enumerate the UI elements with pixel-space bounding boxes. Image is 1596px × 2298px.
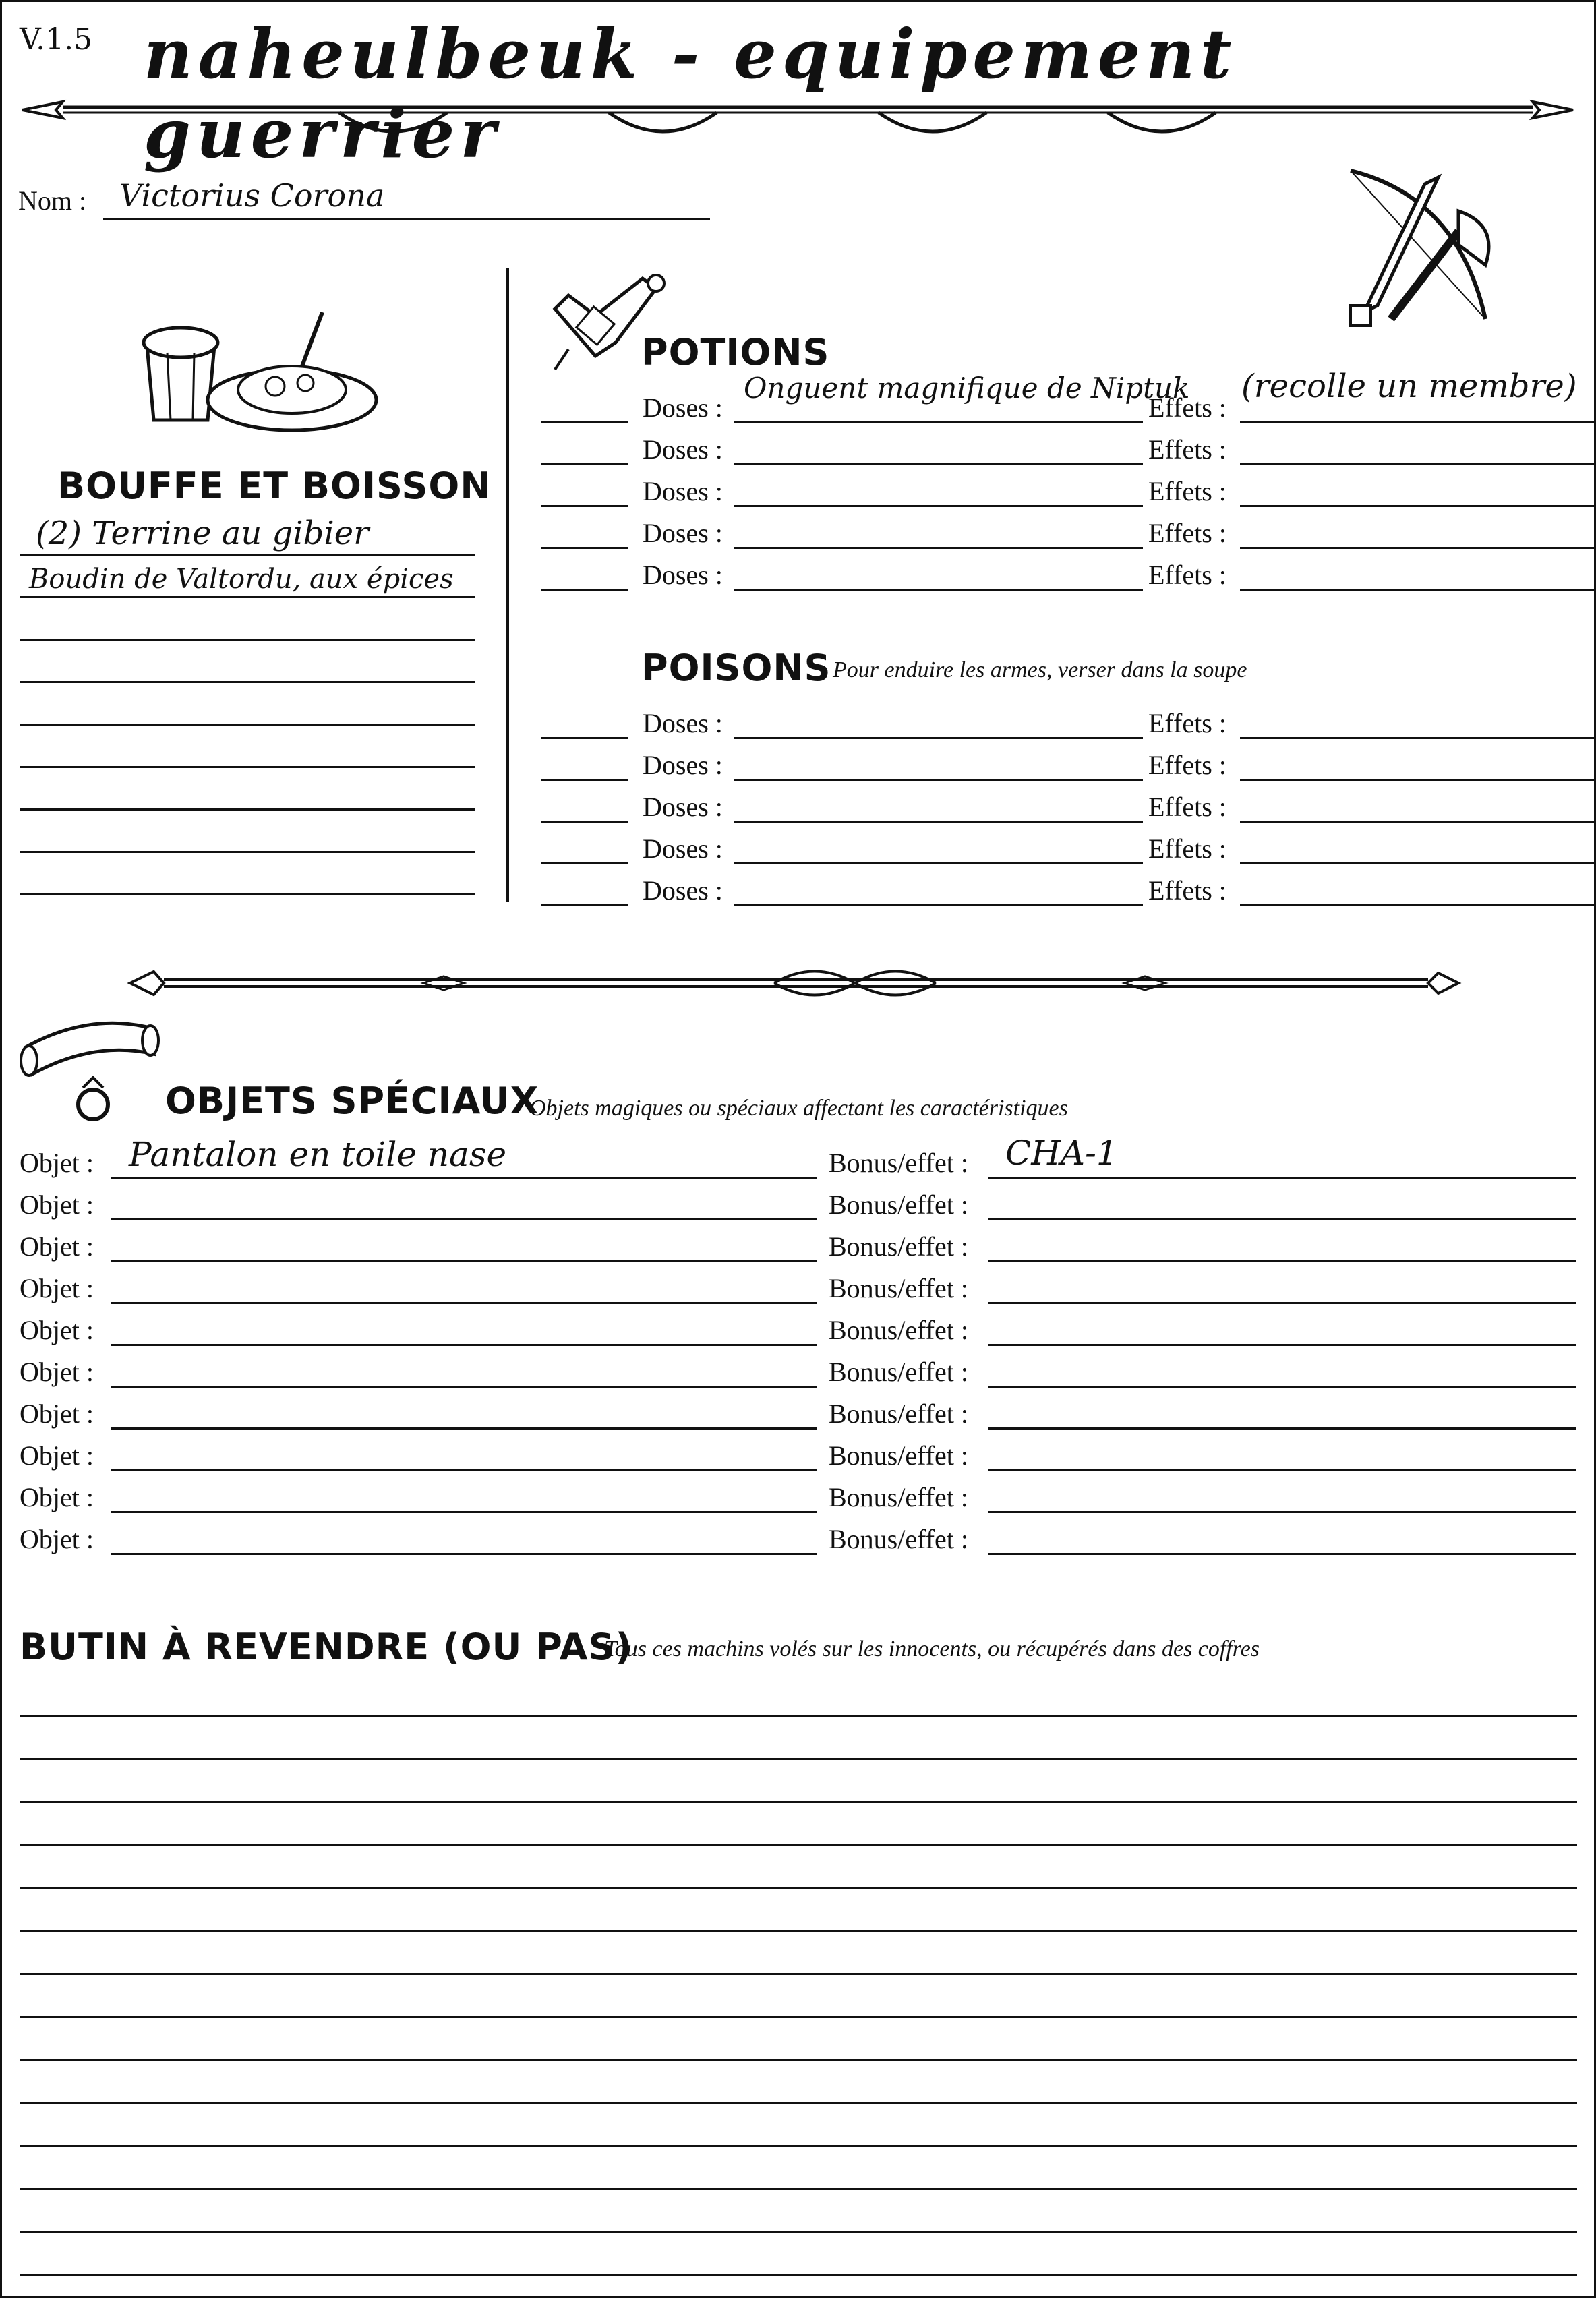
doses-underline bbox=[734, 779, 1143, 781]
loot-underline bbox=[20, 1801, 1577, 1803]
bonus-underline bbox=[988, 1218, 1576, 1220]
bonus-underline bbox=[988, 1344, 1576, 1346]
bonus-underline bbox=[988, 1469, 1576, 1471]
food-item-underline bbox=[20, 893, 475, 895]
doses-underline bbox=[734, 862, 1143, 864]
loot-line[interactable] bbox=[20, 1939, 1577, 1973]
loot-underline bbox=[20, 1887, 1577, 1889]
objet-label: Objet : bbox=[20, 1148, 94, 1178]
special-subtitle: Objets magiques ou spéciaux affectant les caractéristiques bbox=[529, 1096, 1068, 1121]
food-item-underline bbox=[20, 766, 475, 768]
doses-underline bbox=[734, 421, 1143, 423]
doses-value: Onguent magnifique de Niptuk bbox=[744, 372, 1190, 405]
bonus-label: Bonus/effet : bbox=[829, 1482, 969, 1512]
quantity-blank bbox=[541, 737, 628, 739]
effets-label: Effets : bbox=[1148, 476, 1226, 506]
poisons-subtitle: Pour enduire les armes, verser dans la soupe bbox=[833, 657, 1247, 682]
loot-underline bbox=[20, 2059, 1577, 2061]
objet-label: Objet : bbox=[20, 1398, 94, 1429]
loot-underline bbox=[20, 2145, 1577, 2147]
objet-label: Objet : bbox=[20, 1440, 94, 1471]
doses-label: Doses : bbox=[643, 875, 723, 906]
doses-underline bbox=[734, 589, 1143, 591]
doses-label: Doses : bbox=[643, 518, 723, 548]
doses-label: Doses : bbox=[643, 560, 723, 590]
bonus-underline bbox=[988, 1177, 1576, 1179]
doses-label: Doses : bbox=[643, 392, 723, 423]
loot-underline bbox=[20, 2102, 1577, 2104]
effets-label: Effets : bbox=[1148, 792, 1226, 822]
food-item[interactable] bbox=[20, 820, 478, 854]
food-item[interactable] bbox=[20, 735, 478, 769]
objet-underline bbox=[111, 1553, 817, 1555]
bonus-underline bbox=[988, 1260, 1576, 1262]
potions-heading: POTIONS bbox=[641, 331, 830, 374]
effets-value: (recolle un membre) bbox=[1241, 367, 1577, 405]
food-item-underline bbox=[20, 681, 475, 683]
effets-underline bbox=[1240, 821, 1596, 823]
loot-underline bbox=[20, 1973, 1577, 1975]
objet-underline bbox=[111, 1386, 817, 1388]
quantity-blank bbox=[541, 505, 628, 507]
effets-label: Effets : bbox=[1148, 833, 1226, 864]
loot-line[interactable] bbox=[20, 1724, 1577, 1758]
name-field[interactable] bbox=[18, 177, 713, 218]
doses-underline bbox=[734, 547, 1143, 549]
bonus-label: Bonus/effet : bbox=[829, 1440, 969, 1471]
spear-icon bbox=[16, 83, 1580, 150]
loot-underline bbox=[20, 2231, 1577, 2233]
loot-line[interactable] bbox=[20, 2240, 1577, 2274]
food-item-underline bbox=[20, 808, 475, 811]
objet-underline bbox=[111, 1344, 817, 1346]
effets-underline bbox=[1240, 547, 1596, 549]
name-underline bbox=[103, 218, 710, 220]
loot-line[interactable] bbox=[20, 2025, 1577, 2059]
loot-line[interactable] bbox=[20, 1896, 1577, 1930]
objet-underline bbox=[111, 1218, 817, 1220]
name-label: Nom : bbox=[18, 185, 87, 216]
effets-label: Effets : bbox=[1148, 750, 1226, 780]
doses-underline bbox=[734, 463, 1143, 465]
crossed-weapons-icon bbox=[1324, 157, 1526, 346]
objet-label: Objet : bbox=[20, 1273, 94, 1303]
food-heading: BOUFFE ET BOISSON bbox=[57, 465, 492, 507]
food-item[interactable] bbox=[20, 777, 478, 811]
loot-line[interactable] bbox=[20, 2068, 1577, 2102]
loot-underline bbox=[20, 1715, 1577, 1717]
quantity-blank bbox=[541, 463, 628, 465]
sheet-title: naheulbeuk - equipement guerrier bbox=[144, 14, 1237, 173]
loot-line[interactable] bbox=[20, 2111, 1577, 2145]
special-object-row[interactable] bbox=[18, 1227, 1583, 1263]
bonus-underline bbox=[988, 1511, 1576, 1513]
special-object-row[interactable] bbox=[18, 1352, 1583, 1388]
doses-label: Doses : bbox=[643, 833, 723, 864]
effets-underline bbox=[1240, 862, 1596, 864]
quantity-blank bbox=[541, 862, 628, 864]
food-item-text: Boudin de Valtordu, aux épices bbox=[29, 564, 454, 595]
loot-line[interactable] bbox=[20, 1982, 1577, 2016]
bonus-label: Bonus/effet : bbox=[829, 1189, 969, 1220]
doses-underline bbox=[734, 821, 1143, 823]
food-item[interactable] bbox=[20, 693, 478, 726]
food-item[interactable] bbox=[20, 650, 478, 684]
effets-underline bbox=[1240, 463, 1596, 465]
special-object-row[interactable] bbox=[18, 1436, 1583, 1472]
special-heading: OBJETS SPÉCIAUX bbox=[165, 1080, 539, 1122]
loot-underline bbox=[20, 1844, 1577, 1846]
quantity-blank bbox=[541, 904, 628, 906]
special-object-row[interactable] bbox=[18, 1310, 1583, 1347]
loot-underline bbox=[20, 2016, 1577, 2018]
food-item-underline bbox=[20, 851, 475, 853]
objet-underline bbox=[111, 1302, 817, 1304]
quantity-blank bbox=[541, 589, 628, 591]
effets-label: Effets : bbox=[1148, 560, 1226, 590]
bonus-label: Bonus/effet : bbox=[829, 1357, 969, 1387]
special-object-row[interactable] bbox=[18, 1394, 1583, 1430]
effets-underline bbox=[1240, 421, 1596, 423]
food-item-underline bbox=[20, 596, 475, 598]
food-item[interactable] bbox=[20, 565, 478, 599]
loot-heading: BUTIN À REVENDRE (OU PAS) bbox=[20, 1626, 633, 1668]
special-object-row[interactable] bbox=[18, 1519, 1583, 1556]
effets-label: Effets : bbox=[1148, 518, 1226, 548]
objet-underline bbox=[111, 1469, 817, 1471]
effets-underline bbox=[1240, 589, 1596, 591]
food-item-underline bbox=[20, 639, 475, 641]
version-label: V.1.5 bbox=[20, 22, 93, 57]
doses-underline bbox=[734, 505, 1143, 507]
effets-underline bbox=[1240, 505, 1596, 507]
bonus-label: Bonus/effet : bbox=[829, 1524, 969, 1554]
loot-underline bbox=[20, 1930, 1577, 1932]
objet-label: Objet : bbox=[20, 1231, 94, 1262]
loot-line[interactable] bbox=[20, 2154, 1577, 2188]
doses-label: Doses : bbox=[643, 750, 723, 780]
effets-underline bbox=[1240, 904, 1596, 906]
bonus-label: Bonus/effet : bbox=[829, 1231, 969, 1262]
effets-underline bbox=[1240, 737, 1596, 739]
staff-divider-icon bbox=[127, 960, 1462, 1007]
objet-label: Objet : bbox=[20, 1482, 94, 1512]
doses-label: Doses : bbox=[643, 792, 723, 822]
effets-label: Effets : bbox=[1148, 875, 1226, 906]
doses-label: Doses : bbox=[643, 476, 723, 506]
effets-label: Effets : bbox=[1148, 434, 1226, 465]
food-item[interactable] bbox=[20, 862, 478, 896]
quantity-blank bbox=[541, 547, 628, 549]
objet-label: Objet : bbox=[20, 1189, 94, 1220]
bonus-label: Bonus/effet : bbox=[829, 1398, 969, 1429]
loot-line[interactable] bbox=[20, 1810, 1577, 1844]
bonus-label: Bonus/effet : bbox=[829, 1315, 969, 1345]
objet-value: Pantalon en toile nase bbox=[129, 1135, 507, 1174]
bonus-label: Bonus/effet : bbox=[829, 1148, 969, 1178]
loot-line[interactable] bbox=[20, 1767, 1577, 1801]
special-object-row[interactable] bbox=[18, 1477, 1583, 1514]
loot-subtitle: Tous ces machins volés sur les innocents, ou récupérés dans des coffres bbox=[604, 1637, 1260, 1661]
poisons-heading: POISONS bbox=[641, 647, 831, 689]
doses-underline bbox=[734, 904, 1143, 906]
food-item[interactable] bbox=[20, 608, 478, 641]
name-value: Victorius Corona bbox=[119, 177, 385, 214]
doses-label: Doses : bbox=[643, 434, 723, 465]
objet-underline bbox=[111, 1260, 817, 1262]
food-and-drink-icon bbox=[140, 305, 383, 440]
food-item[interactable] bbox=[20, 514, 478, 556]
bonus-underline bbox=[988, 1302, 1576, 1304]
effets-label: Effets : bbox=[1148, 708, 1226, 738]
food-item-underline bbox=[20, 724, 475, 726]
loot-line[interactable] bbox=[20, 1853, 1577, 1887]
quantity-blank bbox=[541, 421, 628, 423]
doses-underline bbox=[734, 737, 1143, 739]
scroll-and-ring-icon bbox=[19, 1013, 160, 1131]
bonus-underline bbox=[988, 1386, 1576, 1388]
loot-underline bbox=[20, 2188, 1577, 2190]
objet-underline bbox=[111, 1511, 817, 1513]
special-object-row[interactable] bbox=[18, 1185, 1583, 1221]
effets-label: Effets : bbox=[1148, 392, 1226, 423]
doses-label: Doses : bbox=[643, 708, 723, 738]
bonus-label: Bonus/effet : bbox=[829, 1273, 969, 1303]
quantity-blank bbox=[541, 821, 628, 823]
food-item-text: (2) Terrine au gibier bbox=[36, 514, 370, 552]
special-object-row[interactable] bbox=[18, 1268, 1583, 1305]
bonus-underline bbox=[988, 1427, 1576, 1430]
effets-underline bbox=[1240, 779, 1596, 781]
objet-underline bbox=[111, 1427, 817, 1430]
bonus-value: CHA-1 bbox=[1005, 1133, 1118, 1173]
column-divider bbox=[506, 268, 509, 902]
quantity-blank bbox=[541, 779, 628, 781]
objet-label: Objet : bbox=[20, 1315, 94, 1345]
loot-underline bbox=[20, 2274, 1577, 2276]
loot-line[interactable] bbox=[20, 2198, 1577, 2231]
loot-underline bbox=[20, 1758, 1577, 1760]
objet-label: Objet : bbox=[20, 1524, 94, 1554]
objet-underline bbox=[111, 1177, 817, 1179]
food-item-underline bbox=[20, 554, 475, 556]
objet-label: Objet : bbox=[20, 1357, 94, 1387]
loot-line[interactable] bbox=[20, 1681, 1577, 1715]
bonus-underline bbox=[988, 1553, 1576, 1555]
